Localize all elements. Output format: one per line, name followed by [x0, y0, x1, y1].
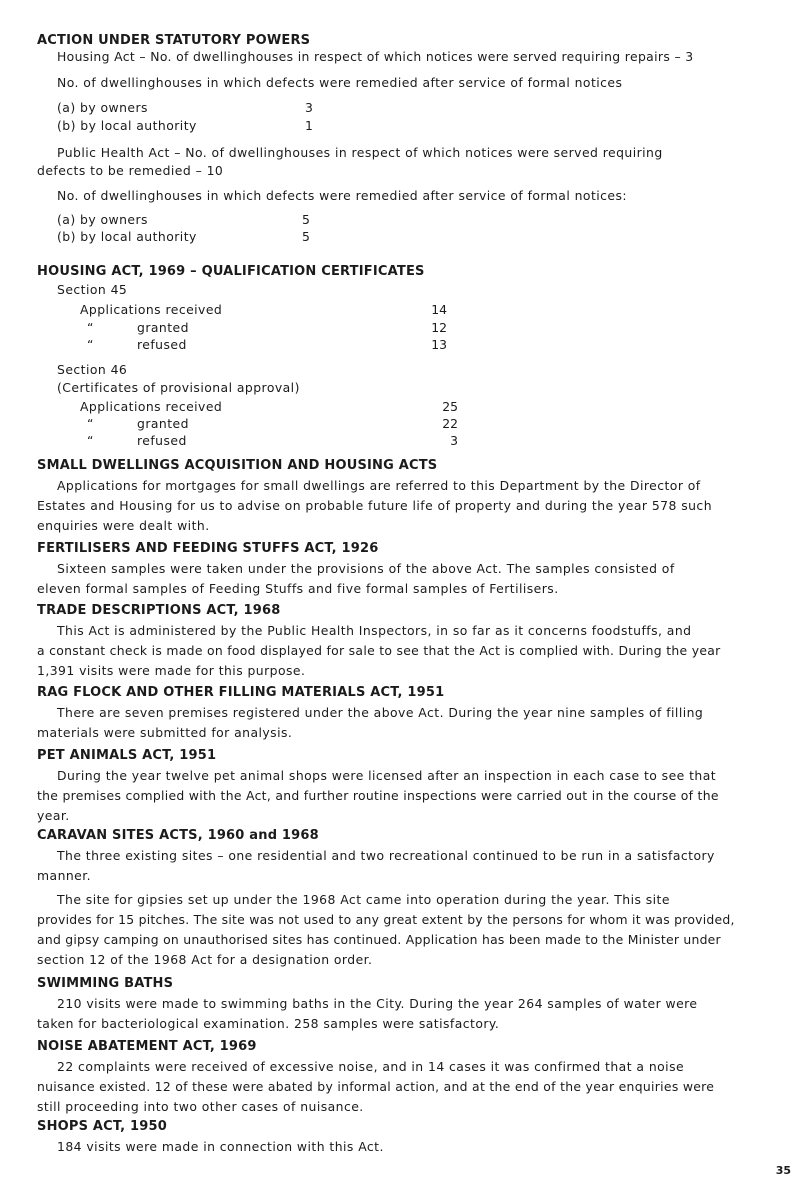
- para-gipsy-site: [37, 890, 767, 970]
- section-46-note: (Certificates of provisional approval): [57, 380, 300, 395]
- text-line: nuisance existed. 12 of these were abated by informal action, and at the end of the year enquiries were: [37, 1079, 715, 1094]
- text-line: a constant check is made on food displayed for sale to see that the Act is complied with. During the year: [37, 643, 721, 658]
- text-line: taken for bacteriological examination. 258 samples were satisfactory.: [37, 1016, 500, 1031]
- s45-refused-label: refused: [137, 337, 187, 352]
- item2-b-authority-label: (b) by local authority: [57, 229, 197, 244]
- text-line: provides for 15 pitches. The site was not used to any great extent by the persons for whom it was provided,: [37, 912, 735, 927]
- section-46-label: Section 46: [57, 362, 128, 377]
- s45-granted-value: 12: [431, 320, 447, 335]
- text-line: year.: [37, 808, 70, 823]
- public-health-line-2: defects to be remedied – 10: [37, 163, 224, 178]
- text-line: enquiries were dealt with.: [37, 518, 210, 533]
- text-line: 184 visits were made in connection with this Act.: [57, 1139, 384, 1154]
- heading-pet-animals: PET ANIMALS ACT, 1951: [37, 748, 217, 763]
- text-line: During the year twelve pet animal shops were licensed after an inspection in each case to see that: [57, 768, 717, 783]
- heading-qualification-certificates: HOUSING ACT, 1969 – QUALIFICATION CERTIFICATES: [37, 264, 425, 279]
- para-fertilisers: [37, 559, 767, 599]
- s45-granted-label: granted: [137, 320, 189, 335]
- text-line: eleven formal samples of Feeding Stuffs and five formal samples of Fertilisers.: [37, 581, 559, 596]
- heading-small-dwellings: SMALL DWELLINGS ACQUISITION AND HOUSING ACTS: [37, 458, 438, 473]
- s45-refused-value: 13: [431, 337, 447, 352]
- s46-refused-value: 3: [450, 433, 458, 448]
- text-line: Applications for mortgages for small dwellings are referred to this Department by the Director of: [57, 478, 701, 493]
- s46-received-value: 25: [442, 399, 458, 414]
- text-line: Sixteen samples were taken under the provisions of the above Act. The samples consisted of: [57, 561, 675, 576]
- s45-ditto-mark-2: “: [87, 337, 94, 352]
- s46-granted-value: 22: [442, 416, 458, 431]
- s46-ditto-mark: “: [87, 416, 94, 431]
- s45-received-value: 14: [431, 302, 447, 317]
- item-a-owners-value: 3: [305, 100, 314, 115]
- para-small-dwellings: [37, 476, 767, 536]
- heading-shops-act: SHOPS ACT, 1950: [37, 1119, 167, 1134]
- heading-trade-descriptions: TRADE DESCRIPTIONS ACT, 1968: [37, 603, 281, 618]
- item-b-authority-value: 1: [305, 118, 314, 133]
- s46-received-label: Applications received: [80, 399, 223, 414]
- item-b-authority-label: (b) by local authority: [57, 118, 197, 133]
- para-swimming-baths: [37, 994, 767, 1034]
- s46-refused-label: refused: [137, 433, 187, 448]
- s45-ditto-mark: “: [87, 320, 94, 335]
- item2-a-owners-label: (a) by owners: [57, 212, 148, 227]
- para-rag-flock: [37, 703, 767, 743]
- para-noise-abatement: [37, 1057, 767, 1117]
- para-caravan-sites: [37, 846, 767, 886]
- text-line: materials were submitted for analysis.: [37, 725, 293, 740]
- item2-b-authority-value: 5: [302, 229, 311, 244]
- remedied-line-1: No. of dwellinghouses in which defects were remedied after service of formal notices: [57, 75, 623, 90]
- heading-swimming-baths: SWIMMING BATHS: [37, 976, 174, 991]
- para-trade-descriptions: [37, 621, 767, 681]
- housing-act-line: Housing Act – No. of dwellinghouses in respect of which notices were served requiring repairs – 3: [57, 49, 694, 64]
- text-line: the premises complied with the Act, and further routine inspections were carried out in the course of the: [37, 788, 719, 803]
- item-a-owners-label: (a) by owners: [57, 100, 148, 115]
- page-number: 35: [775, 1164, 791, 1177]
- text-line: There are seven premises registered under the above Act. During the year nine samples of filling: [57, 705, 704, 720]
- item2-a-owners-value: 5: [302, 212, 311, 227]
- s46-ditto-mark-2: “: [87, 433, 94, 448]
- heading-caravan-sites: CARAVAN SITES ACTS, 1960 and 1968: [37, 828, 319, 843]
- text-line: section 12 of the 1968 Act for a designation order.: [37, 952, 373, 967]
- para-pet-animals: [37, 766, 767, 826]
- s45-received-label: Applications received: [80, 302, 223, 317]
- heading-noise-abatement: NOISE ABATEMENT ACT, 1969: [37, 1039, 257, 1054]
- text-line: The site for gipsies set up under the 1968 Act came into operation during the year. This site: [57, 892, 670, 907]
- text-line: 210 visits were made to swimming baths in the City. During the year 264 samples of water were: [57, 996, 698, 1011]
- text-line: 1,391 visits were made for this purpose.: [37, 663, 306, 678]
- text-line: 22 complaints were received of excessive noise, and in 14 cases it was confirmed that a noise: [57, 1059, 685, 1074]
- text-line: This Act is administered by the Public Health Inspectors, in so far as it concerns foodstuffs, and: [57, 623, 692, 638]
- heading-fertilisers: FERTILISERS AND FEEDING STUFFS ACT, 1926: [37, 541, 379, 556]
- public-health-line-1: Public Health Act – No. of dwellinghouses in respect of which notices were served requiring: [57, 145, 663, 160]
- text-line: The three existing sites – one residential and two recreational continued to be run in a satisfactory: [57, 848, 715, 863]
- text-line: still proceeding into two other cases of nuisance.: [37, 1099, 364, 1114]
- remedied-line-2: No. of dwellinghouses in which defects were remedied after service of formal notices:: [57, 188, 628, 203]
- heading-statutory-powers: ACTION UNDER STATUTORY POWERS: [37, 33, 311, 48]
- para-shops-act: [37, 1137, 767, 1157]
- s46-granted-label: granted: [137, 416, 189, 431]
- section-45-label: Section 45: [57, 282, 128, 297]
- text-line: Estates and Housing for us to advise on probable future life of property and during the year 578 such: [37, 498, 712, 513]
- text-line: manner.: [37, 868, 92, 883]
- text-line: and gipsy camping on unauthorised sites has continued. Application has been made to the Minister under: [37, 932, 721, 947]
- heading-rag-flock: RAG FLOCK AND OTHER FILLING MATERIALS ACT, 1951: [37, 685, 445, 700]
